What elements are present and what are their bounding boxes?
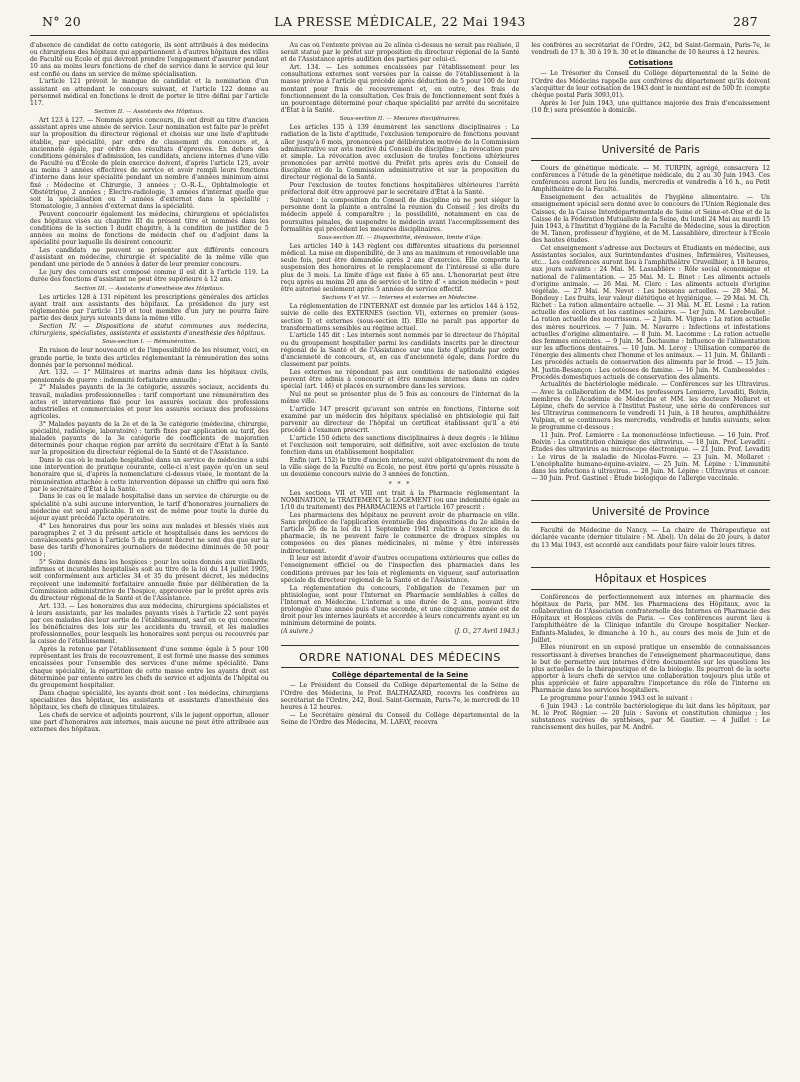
paragraph: Elles réuniront en un exposé pratique un ensemble de connaissances ressortissant à diverses branches de l'enseignement pharmaceutique, dans le but de permettre aux internes d'être documentés sur les questions les plus actuelles de la thérapeutique et de la biologie. Ils pourront de la sorte apporter à leurs chefs de service une collaboration toujours plus utile et plus appréciée et faire apparaître l'importance du rôle de l'interne en Pharmacie dans les services hospitaliers. [531, 644, 771, 695]
column-right [531, 42, 770, 1072]
paragraph: Art. 132. — 1° Militaires et marins admis dans les hôpitaux civils, pensionnés de guerre : indemnité forfaitaire annuelle ; [30, 369, 269, 384]
separator-stars: * * * [388, 480, 412, 488]
paris-heading: Université de Paris [531, 138, 770, 161]
paragraph: — Le Trésorier du Conseil du Collège départemental de la Seine de l'Ordre des Médecins rappelle aux confrères du département qu'ils doivent s'acquitter de leur cotisation de 1943 dont le montant est de 500 fr. (compte chèque postal Paris 3093,01). [531, 70, 771, 99]
paragraph: Faculté de Médecine de Nancy. — La chaire de Thérapeutique est déclarée vacante (dernier titulaire : M. Abel). Un délai de 20 jours, à dater du 13 Mai 1943, est accordé aux candidats pour faire valoir leurs titres. [531, 527, 771, 549]
paragraph: Enfin (art. 152) le titre d'ancien interne, suivi obligatoirement du nom de la ville siège de la Faculté ou École, ne peut être porté qu'après réussite à un deuxième concours suivie de 3 années de fonction. [280, 457, 520, 479]
paragraph: — Le Secrétaire général du Conseil du Collège départemental de la Seine de l'Ordre des Médecins, M. LAFAY, recevra [280, 711, 520, 726]
paragraph: Cet enseignement s'adresse aux Docteurs et Étudiants en médecine, aux Assistantes sociales, aux Surintendantes d'usines, Infirmières, Visiteuses, etc... Les conférences auront lieu à l'amphithéâtre Cruveilhier, à 18 heures, aux jours suivants : 24 Mai. M. Lassablière : Rôle social économique et national de l'alimentation. — 25 Mai. M. L. Binet : Les aliments actuels d'origine animale. — 26 Mai. M. Clerc : Les aliments actuels d'origine végétale. — 27 Mai. M. Nevot : Les boissons actuelles. — 28 Mai. M. Bondouy : Les fruits, leur valeur diététique et hygiénique. — 29 Mai. M. Ch. Richet : La ration alimentaire actuelle. — 31 Mai. M. El. Lesné : La ration actuelle des écoliers et les cantines scolaires. — 1er Juin. M. Lereboullet : La ration actuelle des nourrissons. — 2 Juin. M. Vignes : La ration actuelle des mères nourrices. — 7 Juin. M. Navarre : Infections et infestations actuelles d'origine alimentaire. — 8 Juin. M. Lacomme : La ration actuelle des femmes enceintes. — 9 Juin. M. Dechaume : Influence de l'alimentation sur les affections dentaires. — 10 Juin. M. Leroy : Utilisation comparée de l'énergie des aliments chez l'homme et les animaux. — 11 Juin. M. Ghilardi : Les procédés actuels de conservation des aliments par le froid. — 15 Juin. M. Justin-Besançon : Les ostéoses de famine. — 16 Juin. M. Cambessèdes : Procédés domestiques actuels de conservation des aliments. [531, 244, 771, 381]
paragraph: Il leur est interdit d'avoir d'autres occupations extérieures que celles de l'enseignement officiel ou de l'inspection des pharmacies dans les conditions prévues par les lois et règlements en vigueur, sauf autorisation spéciale du directeur régional de la Santé et de l'Assistance. [280, 555, 520, 584]
paragraph: Après la retenue par l'établissement d'une somme égale à 5 pour 100 représentant les frais de recouvrement, il est formé une masse des sommes encaissées pour l'ensemble des services d'une même spécialité. Dans chaque spécialité, la répartition de cette masse entre les ayants droit est déterminée par entente entre les chefs de service et adjoints de l'hôpital ou du groupement hospitalier. [30, 646, 269, 689]
paragraph: Après le 1er Juin 1943, une quittance majorée des frais d'encaissement (10 fr.) sera présentée à domicile. [531, 99, 771, 114]
paragraph: Suivent : la composition du Conseil de discipline où ne peut siéger la personne dont la plainte a entraîné la réunion du Conseil ; les droits du médecin appelé à comparaître ; la possibilité, notamment en cas de poursuites pénales, de suspendre le médecin avant l'accomplissement des formalités qui précèdent les mesures disciplinaires. [280, 197, 520, 233]
paragraph: Cours de génétique médicale. — M. TURPIN, agrégé, consacrera 12 conférences à l'étude de la génétique médicale, du 2 au 30 Juin 1943. Ces conférences auront lieu les lundis, mercredis et vendredis à 16 h., au Petit Amphithéâtre de la Faculté. [531, 165, 771, 194]
paragraph: Enseignement des actualités de l'hygiène alimentaire. — Un enseignement spécial sera donné avec le concours de l'Union Régionale des Caisses, de la Caisse Interdépartementale de Seine et Seine-et-Oise et de la Caisse de la Fédération Mutualiste de la Seine, du lundi 24 Mai au mardi 15 Juin 1943, à l'Institut d'hygiène de la Faculté de Médecine, sous la direction de M. Tanon, professeur d'hygiène, et de M. Lassablière, directeur à l'École des hautes études. [531, 194, 771, 245]
subsection-heading: Sous-section III. — Disponibilité, démission, limite d'âge. [317, 234, 483, 241]
paragraph: Les articles 135 à 139 énumèrent les sanctions disciplinaires : La radiation de la liste d'aptitude, l'exclusion temporaire de fonctions pouvant aller jusqu'à 6 mois, prononcées par délibération motivée de la Commission administrative sur avis motivé du Conseil de discipline ; la révocation pure et simple. La révocation avec exclusion de toutes fonctions ultérieures prononcées par arrêté motivé du Préfet pris après avis du Conseil de discipline et de la Commission administrative et sur la proposition du directeur régional de la Santé. [280, 124, 520, 182]
section-heading: Section III. — Assistants d'anesthésie des Hôpitaux. [74, 285, 225, 292]
journal-title: LA PRESSE MÉDICALE, 22 Mai 1943 [274, 14, 526, 29]
hopitaux-heading: Hôpitaux et Hospices [531, 567, 770, 590]
paragraph: Le programme pour l'année 1943 est le suivant : [540, 695, 693, 703]
paragraph: Art. 133. — Les honoraires dus aux médecins, chirurgiens spécialistes et à leurs assistants, par les malades payants visés à l'article 22 sont payés par ces malades dès leur sortie de l'établissement, sauf en ce qui concerne les bénéficiaires des lois sur les accidents du travail, et les maladies professionnelles, pour lesquels les honoraires sont perçus ou recouvrés par la caisse de l'établissement. [30, 602, 269, 646]
paragraph: 11 Juin. Prof. Lemierre : La mononucléose infectieuse. — 16 Juin. Prof. Boivin : La constitution chimique des ultravirus. — 18 Juin. Prof. Levaditi : Études des ultravirus au microscope électronique. — 21 Juin. Prof. Levaditi : Le virus de la maladie de Nicolas-Favre. — 23 Juin. M. Mollaret : L'encéphalite humano-équine-aviaire. — 25 Juin. M. Lépine : L'immunité dans les infections à ultravirus. — 28 Juin. M. Lépine : Ultravirus et cancer. — 30 Juin. Prof. Gastinel : Étude biologique de l'allergie vaccinale. [531, 432, 771, 483]
paragraph: 2° Malades payants de la 3e catégorie, assurés sociaux, accidents du travail, maladies professionnelles : tarif comportant une rémunération des actes et interventions fixé pour les assurés sociaux des professions industrielles et commerciales et pour les assurés sociaux des professions agricoles. [30, 384, 269, 420]
column-left [30, 42, 269, 1072]
page-number: 287 [732, 14, 758, 29]
paragraph: Les sections VII et VIII ont trait à la Pharmacie réglementant la NOMINATION, le TRAITEMENT, le LOGEMENT (ou une indemnité égale au 1/10 du traitement) des PHARMACIENS et l'article 167 prescrit : [280, 489, 520, 512]
source-line: (A suivre.) (J. O., 27 Avril 1943.) [280, 628, 520, 636]
paragraph: Les pharmaciens des hôpitaux ne peuvent avoir de pharmacie en ville. Sans préjudice de l'application éventuelle des dispositions du 2e alinéa de l'article 26 de la loi du 11 Septembre 1941 relative à l'exercice de la pharmacie, ils ne peuvent faire le commerce de drogues simples ou composées ou des planes médicinales, ni même y être intéressés indirectement. [280, 511, 520, 555]
paragraph: les confrères au secrétariat de l'Ordre, 242, bd Saint-Germain, Paris-7e, le vendredi de 17 h. 30 à 19 h. 30 et le dimanche de 10 heures à 12 heures. [531, 42, 771, 57]
province-heading: Université de Province [531, 500, 770, 523]
paragraph: Conférences de perfectionnement aux internes en pharmacie des hôpitaux de Paris, par MM. les Pharmaciens des Hôpitaux, avec la collaboration de l'Association confraternelle des Internes en Pharmacie des Hôpitaux et Hospices civils de Paris. — Ces conférences auront lieu à l'amphithéâtre de la Clinique infantile du Groupe hospitalier Necker-Enfants-Malades, le dimanche à 10 h., au cours des mois de Juin et de Juillet. [531, 593, 771, 644]
running-header [30, 14, 770, 36]
paragraph: 6 Juin 1943 : Le contrôle bactériologique du lait dans les hôpitaux, par M. le Prof. Régnier. — 20 Juin : Savons et constitution chimique ; les substances sucrées de synthèses, par M. Gautier. — 4 Juillet : Le rancissement des huiles, par M. André. [531, 702, 771, 732]
college-heading: Collège départemental de la Seine [331, 671, 469, 680]
paragraph: Les articles 140 à 143 règlent ces différentes situations du personnel médical. La mise en disponibilité, de 3 ans au maximum et renouvelable une seule fois, peut être demandée après 2 ans d'exercice. Elle comporte la suspension des honoraires et le remplacement de l'intéressé si elle dure plus de 3 mois. La limite d'âge est fixée à 65 ans. L'honorariat peut être reçu après au moins 20 ans de service et le titre d' « ancien médecin » peut être autorisé seulement après 5 années de service effectif. [280, 243, 520, 293]
paragraph: Pour l'exclusion de toutes fonctions hospitalières ultérieures l'arrêté préfectoral doit être approuvé par le secrétaire d'État à la Santé. [280, 182, 520, 197]
paragraph: La réglementation de l'INTERNAT est donnée par les articles 144 à 152, suivie de celle des EXTERNES (section VI), externes en premier (sous-section I) et externes (sous-section II). Elle ne paraît pas apporter de transformations sensibles au régime actuel. [280, 303, 520, 332]
paragraph: 3° Malades payants de la 2e et de la 3e catégorie (médecine, chirurgie, spécialité, radiologie, laboratoire) : tarifs fixés par application au tarif, des malades payants de la 3e catégorie de coefficients de majoration déterminés pour chaque région par arrêté du secrétaire d'État à la Santé sur la proposition du directeur régional de la Santé et de l'Assistance. [30, 420, 269, 457]
cotisations-heading: Cotisations [628, 59, 673, 68]
paragraph: L'article 150 édicte des sanctions disciplinaires à deux degrés : le blâme et l'exclusion soit temporaire, soit définitive, soit avec exclusion de toute fonction dans un établissement hospitalier. [280, 435, 520, 457]
ordre-heading: ORDRE NATIONAL DES MÉDECINS [281, 645, 520, 668]
paragraph: Art. 134. — Les sommes encaissées par l'établissement pour les consultations externes sont versées par la caisse de l'établissement à la masse prévue à l'article qui précède après déduction de 5 pour 100 de leur montant pour frais de recouvrement et, en outre, des frais de fonctionnement de la consultation. Ces frais de fonctionnement sont fixés à un pourcentage déterminé pour chaque spécialité par arrêté du secrétaire d'État à la Santé. [280, 64, 520, 114]
subsection-heading: Sous-section I. — Rémunération. [102, 339, 197, 346]
paragraph: L'article 121 prévoit le manque de candidat et la nomination d'un assistant en attendant le concours suivant, et l'article 122 donne au personnel médical en fonctions le droit de porter le titre défini par l'article 117. [30, 78, 269, 107]
paragraph: Nul ne peut se présenter plus de 5 fois au concours de l'internat de la même ville. [280, 390, 520, 406]
paragraph: Actualités de bactériologie médicale. — Conférences sur les Ultravirus. — Avec la collaboration de MM. les professeurs Lemierre, Levaditi, Boivin, membres de l'Académie de Médecine et MM. les docteurs Mollaret et Lépine, chefs de service à l'Institut Pasteur, une série de conférences sur les Ultravirus commencera le vendredi 11 Juin, à 18 heures, amphithéâtre Vulpian, et se continuera les mercredis, vendredis et lundis suivants, selon le programme ci-dessous : [531, 381, 771, 432]
paragraph: Le jury des concours est composé comme il est dit à l'article 119. La durée des fonctions d'assistant ne peut être supérieure à 12 ans. [30, 269, 269, 284]
section-heading: Section II. — Assistants des Hôpitaux. [94, 109, 205, 115]
paragraph: Dans le cas où le malade hospitalisé dans un service de chirurgie ou de spécialité n'a subi aucune intervention, le tarif d'honoraires journaliers de médecine est seul applicable. Il en est de même pour toute la durée du séjour ayant précédé l'acte opératoire. [30, 493, 269, 522]
subsection-heading: Sous-section II. — Mesures disciplinaires. [339, 116, 461, 123]
paragraph: Dans chaque spécialité, les ayants droit sont : les médecins, chirurgiens spécialistes des hôpitaux, les assistants et assistants d'anesthésie des hôpitaux, les chefs de cliniques titulaires. [30, 689, 269, 711]
paragraph: Au cas où l'entente prévue au 2e alinéa ci-dessus ne serait pas réalisée, il serait statué par le préfet sur proposition du directeur régional de la Santé et de l'Assistance après audition des parties par celui-ci. [280, 42, 520, 64]
paragraph: L'article 147 prescrit qu'avant son entrée en fonctions, l'interne soit examiné par un médecin des hôpitaux spécialisé en phtisiologie qui fait parvenir au directeur de l'hôpital un certificat établissant qu'il a été procédé à l'examen prescrit. [280, 405, 520, 435]
paragraph: Peuvent concourir également les médecins, chirurgiens et spécialistes des hôpitaux visés au chapitre III du présent titre et nommés dans les conditions de la section I dudit chapitre, à la condition de justifier de 5 années au moins de fonctions de médecin chef ou d'adjoint dans la spécialité pour laquelle ils désirent concourir. [30, 210, 269, 247]
paragraph: Les articles 128 à 131 répètent les prescriptions générales des articles ayant trait aux assistants des hôpitaux. La présidence du jury est réglementée par l'article 119 et tout membre d'un jury ne pourra faire partie des deux jurys suivants dans la même ville. [30, 293, 269, 323]
paragraph: Les candidats ne peuvent se présenter aux différents concours d'assistant en médecine, chirurgie et spécialité de la même ville que pendant une période de 5 années à dater de leur premier concours. [30, 247, 269, 269]
paragraph: — Le Président du Conseil du Collège départemental de la Seine de l'Ordre des Médecins, le Prof. BALTHAZARD, recevra les confrères au secrétariat de l'Ordre, 242, Boul. Saint-Germain, Paris-7e, le mercredi de 10 heures à 12 heures. [280, 682, 520, 711]
paragraph: Les chefs de service et adjoints pourront, s'ils le jugent opportun, allouer une part d'honoraires aux internes, mais aucune ne peut être attribuée aux externes des hôpitaux. [30, 711, 269, 734]
section-heading: Section IV. — Dispositions de statut communes aux médecins, chirurgiens, spécialistes, assistants et assistants d'anesthésie des hôpitaux. [30, 322, 269, 338]
paragraph: 5° Soins donnés dans les hospices : pour les soins donnés aux vieillards, infirmes et incurables hospitalisés soit au titre de la loi du 14 juillet 1905, soit conformément aux articles 34 et 35 du présent décret, les médecins reçoivent une indemnité forfaitaire annuelle fixée par délibération de la Commission administrative de l'hospice, approuvée par le préfet après avis du directeur régional de la Santé et de l'Assistance. [30, 559, 269, 602]
paragraph: d'absence de candidat de cette catégorie, ils sont attribués à des médecins ou chirurgiens des hôpitaux qui appartiennent à d'autres hôpitaux des villes de Faculté ou Ecole et qui devront prendre l'engagement d'assurer pendant 10 ans au moins leurs fonctions de chef de service dans le service qui leur est confié ou dans un service de même spécialisation. [30, 42, 269, 78]
issue-number: N° 20 [42, 14, 82, 29]
paragraph: 4° Les honoraires dus pour les soins aux malades et blessés visés aux paragraphes 2 et 3 du présent article et hospitalisés dans les services de convalescents prévus à l'article 5 du présent décret ne sont dus que sur la base des tarifs d'honoraires journaliers de médecine diminués de 50 pour 100 ; [30, 522, 269, 559]
paragraph: Art 123 à 127. — Nommés après concours, ils ont droit au titre d'ancien assistant après une année de service. Leur nomination est faite par le préfet sur la proposition du directeur régional et choisis sur une liste d'aptitude établie, par spécialité, par ordre de classement du concours et, à ancienneté égale, par ordre des résultats d'épreuves. En dehors des conditions générales d'admission, les candidats, anciens internes d'une ville de Faculté ou d'École de plein exercice doivent, d'après l'article 125, avoir au moins 3 années effectives de service et avoir rempli leurs fonctions d'interne dans leur spécialité pendant un nombre d'années minimum ainsi fixé : Médecine et Chirurgie, 3 années ; O.-R.-L., Ophtalmologie et Obstétrique, 2 années ; Électro-radiologie, 3 années d'internat quelle que soit la spécialisation ou 3 années d'externat dans la spécialité ; Stomatologie, 3 années d'externat dans la spécialité. [30, 117, 269, 211]
paragraph: Les externes ne répondant pas aux conditions de nationalité exigées peuvent être admis à concourir et être nommés internes dans un cadre spécial (art. 146) et placés en surnombre dans les services. [280, 368, 520, 391]
paragraph: Dans le cas où le malade hospitalisé dans un service de médecine a subi une intervention de pratique courante, celle-ci n'est payée qu'en un seul honoraire que si, d'après la nomenclature ci-dessus visée, le montant de la rémunération attachée à cette intervention dépasse un chiffre qui sera fixé par le secrétaire d'État à la Santé. [30, 457, 269, 493]
columns [30, 42, 770, 1072]
paragraph: La réglementation du concours, l'obligation de l'examen par un phtisiologue, sont pour l'Internat en Pharmacie semblables à celles de l'Internat en Médecine. L'internat a une durée de 2 ans, pouvant être prolongée d'une année puis d'une seconde, et une cinquième année est de droit pour les internes lauréats et accordée à leurs concurrents ayant eu un minimum déterminé de points. [280, 584, 520, 628]
section-heading: Sections V et VI. — Internes et externes en Médecine. [321, 295, 479, 302]
paragraph: En raison de leur nouveauté et de l'impossibilité de les résumer, voici, en grande partie, le texte des articles réglementant la rémunération des soins donnés par le personnel médical. [30, 347, 269, 369]
paragraph: L'article 145 dit : Les internes sont nommés par le directeur de l'hôpital ou du groupement hospitalier parmi les candidats inscrits par le directeur régional de la Santé et de l'Assistance sur une liste d'aptitude par ordre d'ancienneté de concours, et, en cas d'ancienneté égale, dans l'ordre du classement par points. [280, 332, 520, 369]
column-middle [281, 42, 520, 1072]
